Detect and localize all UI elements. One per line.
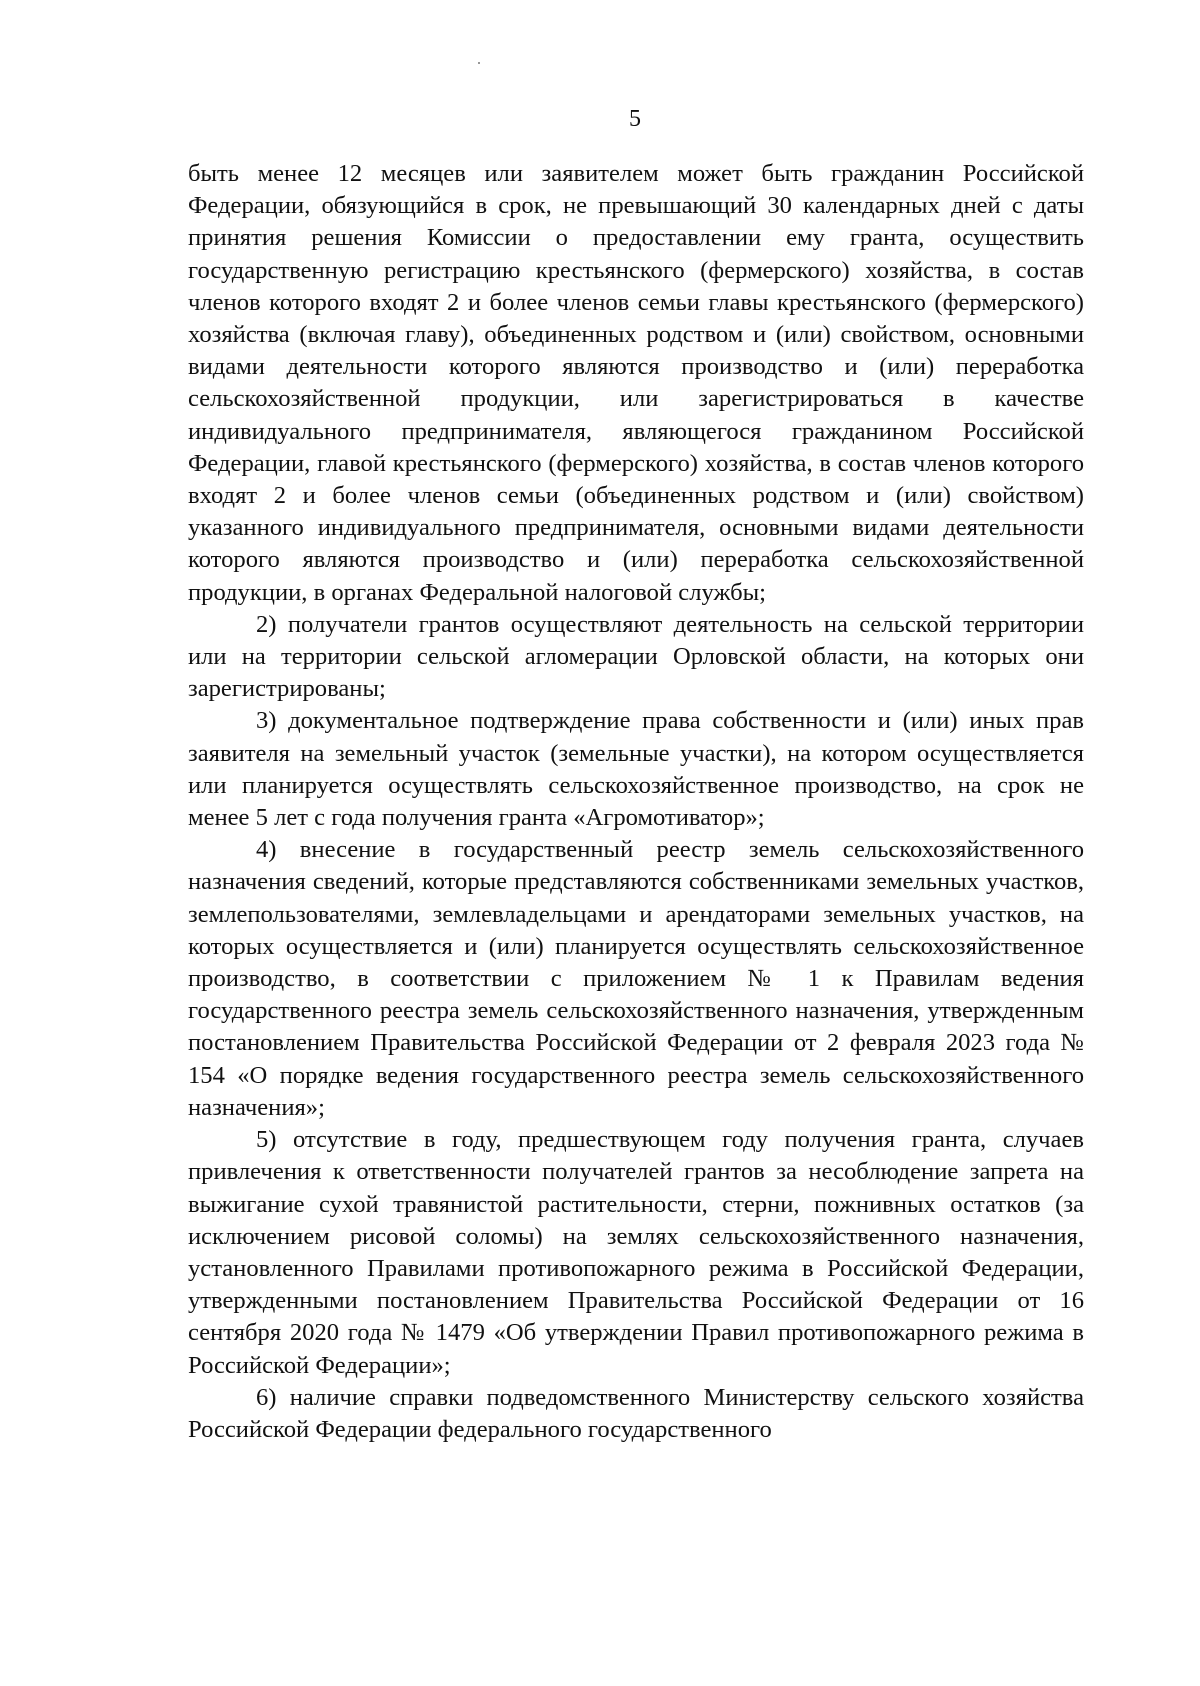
paragraph-item-5: 5) отсутствие в году, предшествующем году получения гранта, случаев привлечения к ответственности получателей грантов за несоблюдение запрета на выжигание сухой травянистой растительности, стерни, пожнивных остатков (за исключением рисовой соломы) на землях сельскохозяйственного назначения, установленного Правилами противопожарного режима в Российской Федерации, утвержденными постановлением Правительства Российской Федерации от 16 сентября 2020 года № 1479 «Об утверждении Правил противопожарного режима в Российской Федерации»;	[188, 1126, 1084, 1379]
paragraph-item-6: 6) наличие справки подведомственного Министерству сельского хозяйства Российской Федерации федерального государственного	[188, 1383, 1084, 1443]
paragraph-item-2: 2) получатели грантов осуществляют деятельность на сельской территории или на территории сельской агломерации Орловской области, на которых они зарегистрированы;	[188, 610, 1084, 703]
scan-speck	[478, 62, 480, 64]
paragraph-item-4: 4) внесение в государственный реестр земель сельскохозяйственного назначения сведений, которые представляются собственниками земельных участков, землепользователями, землевладельцами и арендаторами земельных участков, на которых осуществляется и (или) планируется осуществлять сельскохозяйственное производство, в соответствии с приложением № 1 к Правилам ведения государственного реестра земель сельскохозяйственного назначения, утвержденным постановлением Правительства Российской Федерации от 2 февраля 2023 года № 154 «О порядке ведения государственного реестра земель сельскохозяйственного назначения»;	[188, 836, 1084, 1121]
paragraph-continuation: быть менее 12 месяцев или заявителем может быть гражданин Российской Федерации, обязующийся в срок, не превышающий 30 календарных дней с даты принятия решения Комиссии о предоставлении ему гранта, осуществить государственную регистрацию крестьянского (фермерского) хозяйства, в состав членов которого входят 2 и более членов семьи главы крестьянского (фермерского) хозяйства (включая главу), объединенных родством и (или) свойством, основными видами деятельности которого являются производство и (или) переработка сельскохозяйственной продукции, или зарегистрироваться в качестве индивидуального предпринимателя, являющегося гражданином Российской Федерации, главой крестьянского (фермерского) хозяйства, в состав членов которого входят 2 и более членов семьи (объединенных родством и (или) свойством) указанного индивидуального предпринимателя, основными видами деятельности которого являются производство и (или) переработка сельскохозяйственной продукции, в органах Федеральной налоговой службы;	[188, 160, 1084, 606]
body-text	[188, 158, 1084, 1446]
paragraph-item-3: 3) документальное подтверждение права собственности и (или) иных прав заявителя на земельный участок (земельные участки), на котором осуществляется или планируется осуществлять сельскохозяйственное производство, на срок не менее 5 лет с года получения гранта «Агромотиватор»;	[188, 707, 1084, 832]
page-number: 5	[629, 106, 641, 132]
